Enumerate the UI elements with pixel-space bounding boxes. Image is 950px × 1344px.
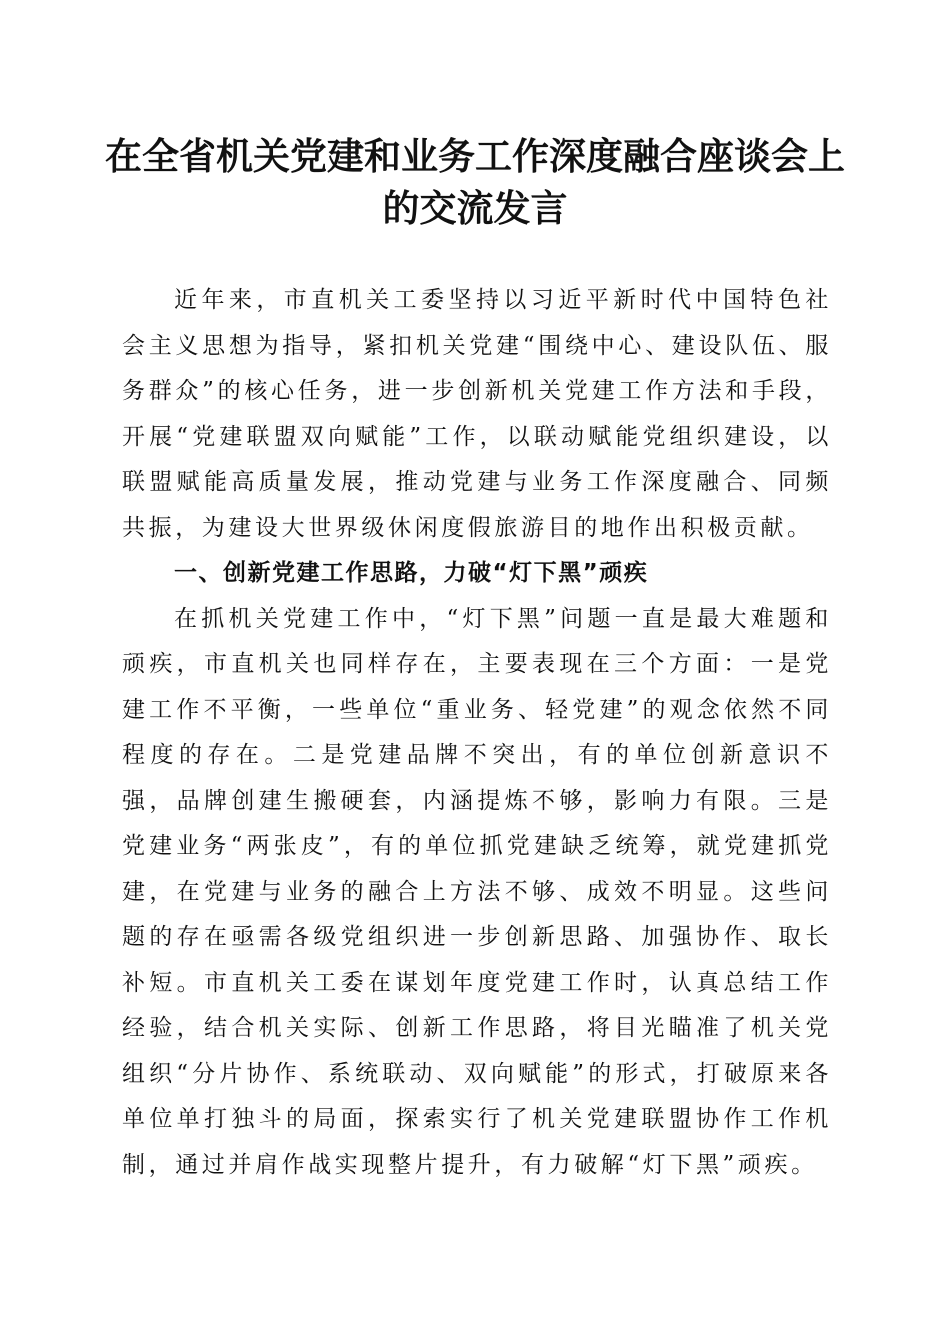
- section-paragraph: 在抓机关党建工作中，“灯下黑”问题一直是最大难题和顽疾，市直机关也同样存在，主要表现在三个方面：一是党建工作不平衡，一些单位“重业务、轻党建”的观念依然不同程度的存在。二是党建品牌不突出，有的单位创新意识不强，品牌创建生搬硬套，内涵提炼不够，影响力有限。三是党建业务“两张皮”，有的单位抓党建缺乏统筹，就党建抓党建，在党建与业务的融合上方法不够、成效不明显。这些问题的存在亟需各级党组织进一步创新思路、加强协作、取长补短。市直机关工委在谋划年度党建工作时，认真总结工作经验，结合机关实际、创新工作思路，将目光瞄准了机关党组织“分片协作、系统联动、双向赋能”的形式，打破原来各单位单打独斗的局面，探索实行了机关党建联盟协作工作机制，通过并肩作战实现整片提升，有力破解“灯下黑”顽疾。: [122, 605, 832, 1178]
- document-body: [122, 278, 832, 1188]
- intro-paragraph: 近年来，市直机关工委坚持以习近平新时代中国特色社会主义思想为指导，紧扣机关党建“围绕中心、建设队伍、服务群众”的核心任务，进一步创新机关党建工作方法和手段，开展“党建联盟双向赋能”工作，以联动赋能党组织建设，以联盟赋能高质量发展，推动党建与业务工作深度融合、同频共振，为建设大世界级休闲度假旅游目的地作出积极贡献。: [122, 287, 832, 541]
- document-title: [100, 130, 850, 234]
- section-heading: 一、创新党建工作思路，力破“灯下黑”顽疾: [174, 560, 649, 586]
- title-line-2: 的交流发言: [382, 186, 568, 230]
- title-line-1: 在全省机关党建和业务工作深度融合座谈会上: [105, 134, 845, 178]
